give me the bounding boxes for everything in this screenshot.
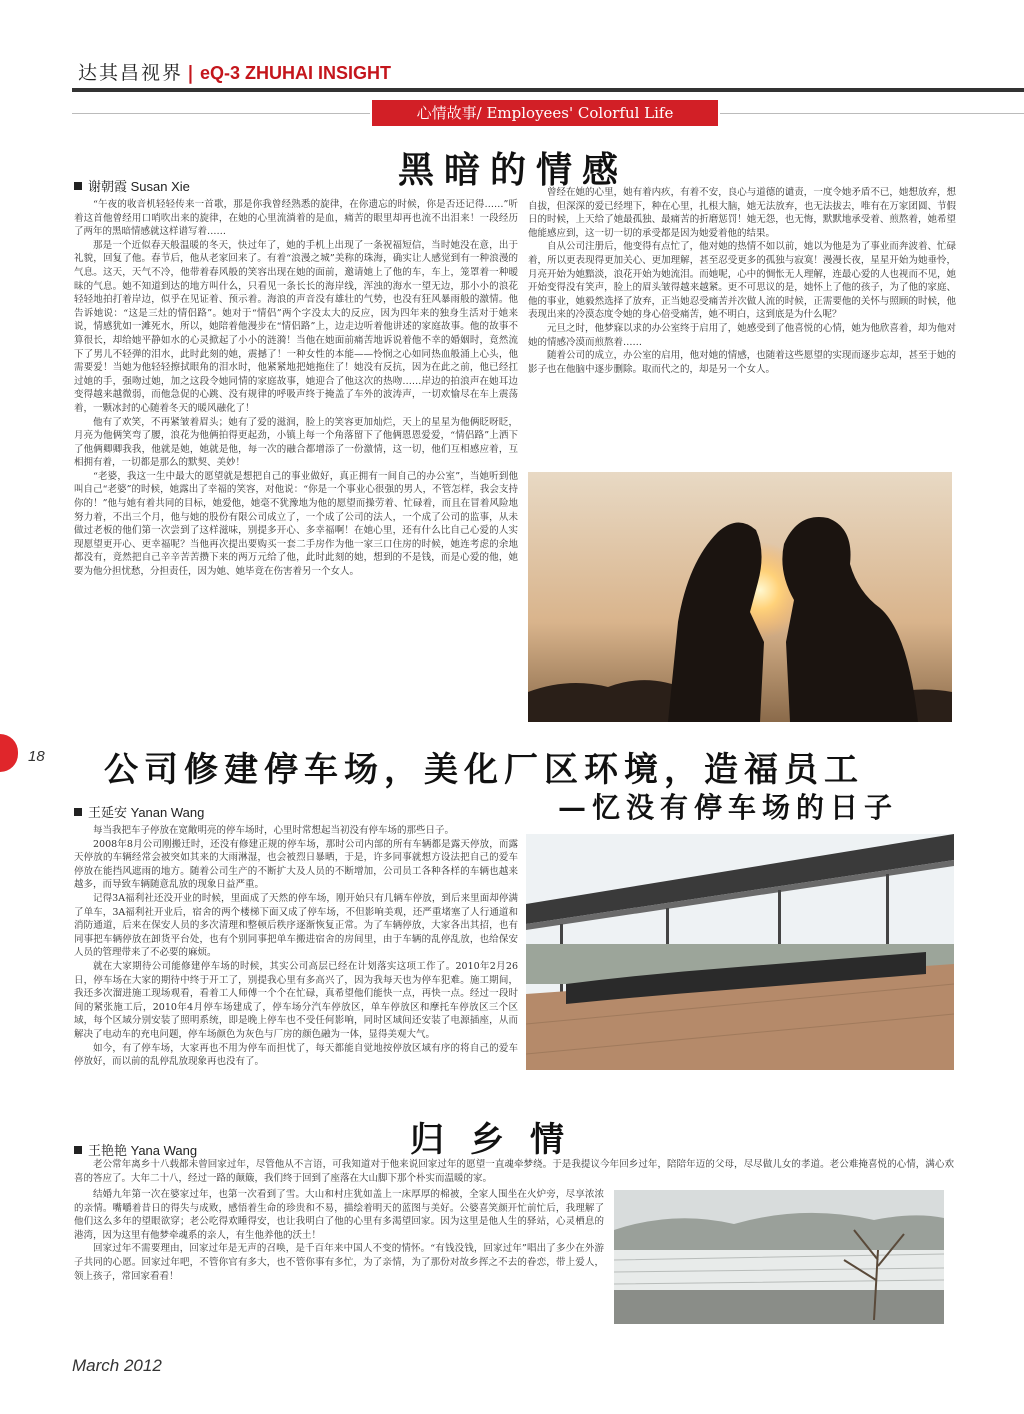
article1-paragraph: “老婆，我这一生中最大的愿望就是想把自己的事业做好，真正拥有一间自己的办公室”，当她听到他叫自己“老婆”的时候，她露出了幸福的笑容，对他说：“你是一个事业心很强的男人，不管怎样，我会支持你的！”他与她有着共同的目标，她爱他，她毫不犹豫地为他的愿望而操劳着、忙碌着，而且在冒着风险地努力着，不出三个月，他与她的股份有限公司成立了，一个成了公司的法人，一个成了公司的监事，从未做过老板的他们第一次尝到了这样滋味，别提多开心、多幸福啊！在她心里，还有什么比自己心爱的人实现愿望更开心、更幸福呢？当他再次提出要购买一套二手房作为他一家三口住房的时候，她连考虑的余地都没有，竟然把自己辛辛苦苦攒下来的两万元给了他，此时此刻的她，想到的不是钱，而是心爱的他，她要为他分担忧愁，分担责任，因为她、她毕竟在伤害着另一个女人。 <box>74 470 518 578</box>
article3-paragraph: 老公常年离乡十八载都未曾回家过年，尽管他从不言语，可我知道对于他来说回家过年的愿望一直魂牵梦绕。于是我提议今年回乡过年，陪陪年迈的父母，尽尽做儿女的孝道。老公难掩喜悦的心情，满心欢喜的答应了。大年二十八，经过一路的颠簸，我们终于回到了座落在大山脚下那个朴实而温暖的家。 <box>74 1159 954 1184</box>
snow-village-image <box>614 1190 944 1324</box>
article2-paragraph: 就在大家期待公司能修建停车场的时候，其实公司高层已经在计划落实这项工作了。2010年2月26日，停车场在大家的期待中终于开工了，别提我心里有多高兴了，因为我每天也为停车犯难。施工期间，我还多次溜进施工现场观看，看着工人师傅一个个在忙碌，真希望他们能快一点，再快一点。经过一段时间的紧张施工后，2010年4月停车场建成了，停车场分汽车停放区，单车停放区和摩托车停放区三个区域，每个区域分别安装了照明系统，即是晚上停车也不受任何影响，同时区域间还安装了电源插座，从而解决了电动车的充电问题，停车场颜色为灰色与厂房的颜色融为一体，显得美观大气。 <box>74 960 518 1040</box>
page-tab <box>0 734 18 772</box>
couple-sunset-image <box>528 472 952 722</box>
snow-village-photo <box>614 1190 944 1324</box>
article1-column-right <box>528 186 956 464</box>
article3-body <box>74 1188 604 1318</box>
article1-paragraph: 曾经在她的心里，她有着内疚，有着不安，良心与道德的谴责，一度令她矛盾不已，她想放弃，想自拔，但深深的爱已经埋下，种在心里，扎根大脑，她无法放弃，也无法拔去，唯有在万家团圆、节假日的时候，上天给了她最孤独、最痛苦的折磨惩罚！她无怨，也无悔，默默地承受着、煎熬着，她希望他能感应到，这一切一切的承受都是因为她爱着他的结果。 <box>528 187 956 239</box>
section-banner: 心情故事/ Employees' Colorful Life <box>372 100 718 126</box>
parking-lot-photo <box>526 834 954 1070</box>
page-number: 18 <box>28 748 45 765</box>
article3-intro <box>74 1158 954 1188</box>
article1-paragraph: 随着公司的成立，办公室的启用，他对她的情感，也随着这些愿望的实现而逐步忘却，甚至于她的影子也在他脑中逐步删除。取而代之的，却是另一个女人。 <box>528 350 956 375</box>
article1-title: 黑暗的情感 <box>398 149 629 191</box>
brand-chinese: 达其昌视界 <box>78 62 184 84</box>
parking-lot-image <box>526 834 954 1070</box>
article2-paragraph: 如今，有了停车场，大家再也不用为停车而担忧了，每天都能自觉地按停放区域有序的将自己的爱车停放好，而以前的乱停乱放现象再也没有了。 <box>74 1042 518 1068</box>
banner-rule-right <box>720 113 1024 114</box>
article1-paragraph: “午夜的收音机轻轻传来一首歌，那是你我曾经熟悉的旋律，在你遗忘的时候，你是否还记得……”听着这首他曾经用口哨吹出来的旋律，在她的心里流淌着的是血，痛苦的眼里却再也流不出泪来！一段经历了两年的黑暗情感就这样谱写着…… <box>74 199 518 238</box>
article2-body <box>74 824 518 1108</box>
masthead <box>78 58 391 85</box>
banner-rule-left <box>72 113 370 114</box>
article1-column-left <box>74 198 518 722</box>
article1-paragraph: 自从公司注册后，他变得有点忙了，他对她的热情不如以前，她以为他是为了事业而奔波着、忙碌着，所以更表现得更加关心、更加理解，甚至忍受更多的孤独与寂寞！漫漫长夜，星星开始为她垂怜，月亮开始为她黯淡，浪花开始为她流泪。而她呢，心中的惆怅无人理解，连最心爱的人也视而不见，她开始变得没有笑声，脸上的眉头皱得越来越紧。更不可思议的是，她怀上了他的孩子，为了他的家庭、他的事业，她毅然选择了放弃，正当她忍受痛苦并次做人流的时候，正需要他的关怀与照顾的时候，他表现出来的冷漠态度令她的身心倍受痛苦，她不明白，这到底是为什么呢？ <box>528 241 956 321</box>
article2-title: 公司修建停车场，美化厂区环境，造福员工 <box>104 750 864 790</box>
article3-title: 归乡情 <box>410 1120 590 1160</box>
article3-author: 王艳艳 Yana Wang <box>74 1140 197 1159</box>
article2-author: 王延安 Yanan Wang <box>74 802 204 821</box>
article2-paragraph: 记得3A福利社还没开业的时候，里面成了天然的停车场，刚开始只有几辆车停放，到后来里面却停满了单车，3A福利社开业后，宿舍的两个楼梯下面又成了停车场，不但影响美观，还严重堵塞了人行通道和消防通道，后来在保安人员的多次清理和整顿后秩序逐渐恢复正常。为了车辆停放，大家各出其招，也有同事把车辆停放在卸货平台处，也有个别同事把单车搬进宿舍的房间里，由于车辆的乱停乱放，也给保安人员的管理带来了不必要的麻烦。 <box>74 892 518 959</box>
article3-paragraph: 结婚九年第一次在婆家过年，也第一次看到了雪。大山和村庄犹如盖上一床厚厚的棉被，全家人围坐在火炉旁，尽享浓浓的亲情。嘴嚼着昔日的得失与成败，感悟着生命的珍贵和不易，描绘着明天的蓝图与美好。公婆喜笑颜开忙前忙后，我理解了他们这么多年的望眼欲穿；老公吃得欢睡得安，也让我明白了他的心里有多渴望回家。因为这里是他人生的驿站，心灵栖息的港湾，因为这里有他梦牵魂系的亲人，有生他养他的沃土！ <box>74 1189 604 1241</box>
article1-paragraph: 他有了欢笑，不再紧皱着眉头；她有了爱的滋润，脸上的笑容更加灿烂，天上的星星为他俩眨呀眨，月亮为他俩笑弯了腰，浪花为他俩拍得更起劲，小镇上每一个角落留下了他俩恩恩爱爱，“情侣路”上洒下了他俩卿卿我我，他就是她，她就是他，每一次的融合都增添了一份激情，这一切，他们互相感应着，互相拥有着，一切都是那么的默契、美妙！ <box>74 416 518 469</box>
brand-separator: | <box>187 62 196 84</box>
article3-paragraph: 回家过年不需要理由，回家过年是无声的召唤，是千百年来中国人不变的情怀。“有钱没钱，回家过年”唱出了多少在外游子共同的心愿。回家过年吧，不管你官有多大，也不管你事有多忙，为了亲情，为了那份对故乡挥之不去的眷恋，带上爱人，领上孩子，常回家看看！ <box>74 1243 604 1282</box>
header-rule <box>72 88 1024 92</box>
brand-english: eQ-3 ZHUHAI INSIGHT <box>199 63 391 83</box>
article2-paragraph: 2008年8月公司刚搬迁时，还没有修建正规的停车场，那时公司内部的所有车辆都是露天停放，而露天停放的车辆经常会被突如其来的大雨淋湿，也会被烈日暴晒，于是，许多同事就想方设法把自己的爱车停放在能挡风遮雨的地方。随着公司生产的不断扩大及人员的不断增加，公司员工各种各样的车辆也越来越多，而导致车辆随意乱放的现象日益严重。 <box>74 838 518 891</box>
article1-paragraph: 元旦之时，他梦寐以求的办公室终于启用了，她感受到了他喜悦的心情，她为他欣喜着，却为他对她的情感冷漠而煎熬着…… <box>528 322 956 348</box>
issue-date: March 2012 <box>72 1356 162 1375</box>
article2-paragraph: 每当我把车子停放在宽敞明亮的停车场时，心里时常想起当初没有停车场的那些日子。 <box>93 825 455 836</box>
article2-subtitle: —忆没有停车场的日子 <box>558 791 899 824</box>
couple-sunset-photo <box>528 472 952 722</box>
article1-author: 谢朝霞 Susan Xie <box>74 176 190 195</box>
article1-paragraph: 那是一个近似春天般温暖的冬天，快过年了，她的手机上出现了一条祝福短信，当时她没在意，出于礼貌，回复了他。春节后，他从老家回来了。有着“浪漫之城”美称的珠海，确实让人感觉到有一种浪漫的气息。这天，天气不冷，他带着春风般的笑容出现在她的面前，邀请她上了他的车，车上，笼罩着一种暧昧的气息。她不知道到达的地方叫什么，只看见一条长长的海岸线，浑浊的海水一望无边，那小小的浪花轻轻地拍打着岸边，似乎在见证着、预示着。海浪的声音没有雄壮的气势，也没有狂风暴雨般的激情。他告诉她说：“这是三灶的情侣路”。她对于“情侣”两个字没太大的反应，因为四年来的独身生活对于她来说，情感犹如一滩死水，所以，她陪着他漫步在“情侣路”上，边走边听着他讲述的家庭故事。他的故事不算很长，却给她平静如水的心灵掀起了小小的涟漪！当他在她面前痛苦地诉说着他不幸的婚姻时，竟然流下了男儿不轻弹的泪水，此时此刻的她，震撼了！一种女性的本能——怜悯之心如同热血般涌上心头，他需要爱！当她为他轻轻擦拭眼角的泪水时，他紧紧地把她拖住了！她没有反抗，因为在此之前，他已经扛过她的手，强吻过她，加之这段令她同情的家庭故事，她迎合了他这次的热吻……岸边的拍浪声在她耳边变得越来越微弱，而他急促的心跳、没有规律的呼吸声终于掩盖了车外的波涛声，一切欢愉尽在车上震荡着，一颗冰封的心随着冬天的暖风融化了！ <box>74 239 518 414</box>
